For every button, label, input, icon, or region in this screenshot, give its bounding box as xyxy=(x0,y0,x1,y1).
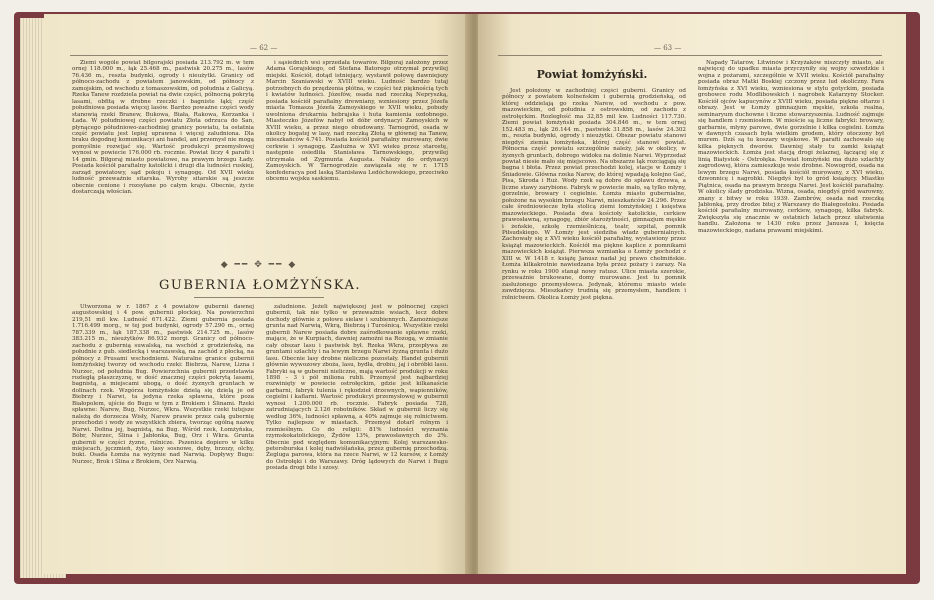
ornament-divider: ◆ ━━ ✥ ━━ ◆ xyxy=(220,260,298,270)
left-page xyxy=(44,14,470,574)
left-top-column-2 xyxy=(266,60,448,258)
left-bottom-column-2-text: zaludnione. Jeżeli największej jest w północnej części gubernii, tak nie tylko w przeważnie wsiach, lecz dobre dochody głównie z połowu sielaw i szubiennych. Zamożniejsze grunta nad Narwią, Wkrą, Biebrzą i Turośnicą. Wszystkie rzeki gubernii Narew posiada dobre zaśrodkowanie spławne rzeki, mające, że w Kurpiach, dawniej zamożni na Rozogą, w zmianie cały obszar lasu i pastwisk był. Rzeka Wkra, przepływa ze gruntami szlachty i na lewym brzegu Narwi żyzną grunta i dużo lasu. Obecnie lasy drobne nieliczne pozostały. Handel gubernii głównie wywozowy zboża, lasu, bydła, drobiu, jaj i obróbki lasu. Fabryki są w gubernii nieliczne, mają wartość produkcji w roku 1898 – 3 i pół miliona rubli. Przemysł jest najbardziej rozwinięty w powiecie ostrołęckim, gdzie jest kilkanaście garbarni, fabryk tulenia i rękodzieł drzewnych, wapienników, cegielni i kaflarni. Wartość produkcyi przemysłowej w gubernii wynosi 1.200.000 rb. rocznie. Fabryk posiada 728, zatrudniających 2.126 robotników. Skład w gubernii liczy się według 36%, ludności spławną, a 40% zajmuje się rolnictwem. Tylko najlepsze w miastach. Przemysł dotarł rolnym i rzemieślnym. Co do religii: 81% ludności wyznania rzymskokatolickiego, Żydów 13%, prawosławnych do 2%. Obecnie pod względem komunikacyjnym: Kolej warszawsko-petersburska i kolej nadwiślańska, przez gubernię przechodzą. Żegluga parowa, która na rzece Narwi, w 12 kursów, z Łomży do Ostrołęki i do Warszawy. Dróg lądowych do Narwi i Bugu posiada drogi bite i szosy. xyxy=(266,304,448,472)
left-top-column-1 xyxy=(72,60,254,258)
right-column-1 xyxy=(502,88,686,570)
title-underline xyxy=(194,297,324,298)
left-top-column-2-text: i sąsiednich wsi sprzedała towarów. Biłgoraj założony przez Adama Gorajskiego, od Stefana Batorego otrzymał przywilej miejski. Kościół, dotąd istniejący, wystawił połowę dawniejszy Marcin Szaniawski w XVIII wieku. Ludność bardzo tutaj potrzebnych do przędzenia płótna, w części też pięknością tych i kwiatów ludności. Józefów, osada nad rzeczką Nepryszką, posiada kościół parafialny drewniany, wzniesiony przez Józefa miasta Tomasza Józefa Zamoyskiego w XVII wieku, pobudy uwolniona drukarnia hebrajska i huta kamienia ozdobnego. Miasteczko Józefów nabył od dóbr ordynacyi Zamoyskich w XVIII wieku, a przez niego obudowany. Tarnogród, osada w okolicy bogatej w lasy, nad rzeczką Złotą w głównej na Tanew, mieszkańców 4.741. Posiada kościół parafialny murowany, dwie cerkwie i synagogę. Zasłużna w XVI wieku przez starostę, następnie osiedliła Stanisława Tarnowskiego, przywilej otrzymała od Zygmunta Augusta. Należy do ordynacyi Zamoyskich. W Tarnogrodzie zawiązała się w r. 1715 konfederacya pod laską Stanisława Ledóchowskiego, przeciwko obcemu wojsku saskiemu. xyxy=(266,60,448,183)
right-page-number: — 63 — xyxy=(654,44,682,52)
left-bottom-column-1 xyxy=(72,304,254,566)
left-bottom-column-2 xyxy=(266,304,448,566)
right-page xyxy=(478,14,906,574)
left-bottom-column-1-text: Utworzona w r. 1867 z 4 powiatów gubernii dawnej augustowskiej i 4 pow. gubernii płockiej. Na powierzchni 219,51 mil kw. Ludność 671.422. Ziemi gubernia posiada 1.716.499 morg., w tej pod budynki, ogrody 57.290 m., ornej 787.339 m., łąk 187.338 m., pastwisk 214.725 m., lasów 383.215 m., nieużytków 86.932 morgi. Granicy od północo-zachodu z gubernią suwalską, na wschód z grodzieńską, na południe z gub. siedlecką i warszawską, na zachód z płocką, na północy z Prusami wschodniemi. Naturalne granice gubernii łomżyńskiej tworzy od wschodu rzeki: Biebrza, Narew, Lizna i Nurzec, od południa Bug. Powierzchnia gubernii przedstawia rozległą płaszczyznę, w dość znacznej części pokrytą lasami, bagnistą, a miejscami ubogą, o dość żyznych gruntach w dolinach rzek. Wzgórza łomżyńskie dzielą się dzielą je od Biebrzy i Narwi, ta jedyna rzeka spławna, które poza Białopolem, ujście do Bugu w tym z Brokiem i Ślinami. Rzeki spławne: Narew, Bug, Nurzec, Wkra. Wszystkie rzeki tutejsze należą do dorzecza Wisły, Narew prawie przez całą gubernię przechodzi i wody ze wszystkich zbiera, tworząc ogólną nazwę Narwi. Dolina jej, bagnistą, na Bug. Wśród rzek, Łomżyńska, Bóbr, Nurzec, Ślina i Jabłonka, Bug, Orz i Wkra. Grunta gubernii w części żyzne, rolnicze. Pszenica dopiero w kilku miejscach, jęczmień, żyto, lasy sosnowe, dęby, brzozy, olchy, buki. Osada Łomża na wyżynie nad Narwią. Dopływy Bugu: Nurzec, Brok i Ślina z Brokiem, Orz Narwią. xyxy=(72,304,254,465)
right-header-rule xyxy=(498,55,882,56)
left-page-number: — 62 — xyxy=(250,44,278,52)
left-header-rule xyxy=(70,55,448,56)
right-column-2-text: Napady Tatarów, Litwinów i Krzyżaków niszczyły miasto, ale najwięcej do upadku miasta przyczyniły się wojny szwedzkie i wojna z pożarami, szczególnie w XVII wieku. Kościół parafialny posiada obraz Matki Boskiej czczony przez lud okoliczny. Fara łomżyńska z XVI wieku, wzniesiona w stylu gotyckim, posiada grobowce rodu Modlibowskich i nagrobek Katarzyny Stocker. Kościół ojców kapucynów z XVIII wieku, posiada piękne ołtarze i obrazy. Jest w Łomży gimnazjum męskie, szkoła realna, seminaryum duchowne i liczne stowarzyszenia. Ludność zajmuje się handlem i rzemiosłem. W mieście są liczne fabryki: browary, garbarnie, młyny parowe, dwie gorzelnie i kilka cegielni. Łomża w dawnych czasach była wielkim grodem, który otoczony był murem. Dziś są tu koszary wojskowe. W parafii zachowało się kilka pięknych dworów. Dawniej stały tu zamki książąt mazowieckich. Łomża jest stacją drogi żelaznej, łączącej się z linią Białystok - Ostrołęka. Powiat łomżyński ma dużo szlachty zagrodowej, która zamieszkuje wsie drobne. Nowogród, osada na lewym brzegu Narwi, posiada kościół murowany, z XVI wieku, dzwonnicę i nagrobki. Niegdyś był to gród książęcy. Miastko Piątnica, osada na prawym brzegu Narwi. Jest kościół parafialny. W okolicy ślady grodziska. Wizna, osada, niegdyś gród warowny, znany z bitwy w roku 1939. Zambrów, osada nad rzeczką Jabłonką, przy drodze bitej z Warszawy do Białegostoku. Posiada kościół parafialny murowany, cerkiew, synagogę, kilka fabryk. Zwiększyła się znacznie w ostatnich latach przez ułatwienia handlu. Założona w 1430 roku przez Janusza I, księcia mazowieckiego, nadana prawami miejskimi. xyxy=(698,60,884,234)
left-top-column-1-text: Ziemi wogóle powiat bilgorajski posiada 213.792 m. w tem ornej 118.000 m., łąk 25.468 m., pastwisk 20.275 m., lasów 76.436 m., reszta budynki, ogrody i nieużytki. Granicy od północo-zachodu z powiatem janowskim, od północy z zamojskim, od wschodu z tomaszowskim, od południa z Galicyą. Rzeka Tanew rozdziela powiat na dwie części, północną pokrytą lasami, obfitą w drobne rzeczki i bagniste łąki; część południowa posiada więcej lasów. Bardzo poważne części wody stanowią rzeki Branew, Bukowa, Biała, Rakowa, Korzanka i Łada. W południowej części powiatu Złota odrzuca do San, płynącego półudniowo-zachodniej granicy powiatu, ta ostatnia część powiatu jest lepiej uprawna i więcej zaludniona. Dla braku dogodnej komunikacyi ani handel, ani przemysł nie mogą pomyślnie rozwijać się. Wartość produkcyi przemysłowej wynosi w powiecie 176.000 rb. rocznie. Powiat liczy 4 parafii i 14 gmin. Biłgoraj miasto powiatowe, na prawym brzegu Łady. Posiada kościół parafialny katolicki i drugi dla ludności ruskiej, zarząd powiatowy, sąd pokoju i synagogę. Od XVII wieku ludność przeważnie sitarska. Wyroby sitarskie są jeszcze obecnie cenione i rozsyłane po całym kraju. Obecnie, życie dostarczają włościan. xyxy=(72,60,254,196)
right-column-1-text: Jest położony w zachodniej części guberni. Granicy od północy z powiatem kolneńskim i gubernią grodzieńską, od której oddzielają go rzeka Narew, od wschodu z pow. mazowieckim, od południa z ostrowskim, od zachodu z ostrołęckim. Rozległość ma 32,85 mil kw. Ludności 117.730. Ziemi powiat łomżyński posiada 304.846 m., w tem ornej 152.483 m., łąk 26.144 m., pastwisk 31.858 m., lasów 24.302 m., reszta budynki, ogrody i nieużytki. Obszar powiatu stanowi niegdyś ziemia łomżyńska, której część stanowi powiat. Północna część powiatu szczególnie należy, jak w okolicy, w żyznych gruntach, dobrego widoku na dolinie Narwi. Wyprzedaż powiat niesie mało się miejscowo. Na obszarze łąk rozciągają się bagna i błota. Przez powiat przechodzi kolej, stacje w Łomży i Śniadowie. Główna rzeka Narew, do której wpadają kolejno Gać, Pisa, Skroda i Ruż. Wody rzek są dobre do spławu drzewa, a liczne stawy zarybione. Fabryk w powiecie mało, są tylko młyny, gorzelnie, browary i cegielnie. Łomża miasto gubernialne, położone na wysokim brzegu Narwi, mieszkańców 24.296. Przez całe średniowiecze była stolicą ziemi łomżyńskiej i księstwa mazowieckiego. Posiada dwa kościoły katolickie, cerkiew prawosławną, synagogę, zbiór starożytności, gimnazjum męskie i żeńskie, szkołę rzemieślniczą, teatr, szpital, pomnik Piłsudskiego. W Łomży jest siedziba władz gubernialnych. Zachowały się z XVI wieku kościół parafialny, wystawiony przez książąt mazowieckich. Kościół ma piękne kaplice z pomnikami mazowieckich książąt. Pierwsza wzmianka o Łomży pochodzi z XIII w. W 1418 r. książę Janusz nadał jej prawo chełmińskie. Łomża kilkakrotnie nawiedzana była przez pożary i zarazy. Na rynku w roku 1900 stanął nowy ratusz. Ulice miasta szerokie, przeważnie brukowane, domy murowane. Jest tu pomnik zasłużonego przemysłowca. Jedynak, któremu miasto wiele zawdzięcza. Mieszkańcy trudnią się przemysłem, handlem i rolnictwem. Okolica Łomży jest piękna. xyxy=(502,88,686,301)
right-column-2 xyxy=(698,60,884,570)
section-title-gubernia: GUBERNIA ŁOMŻYŃSKA. xyxy=(159,278,361,293)
section-title-powiat: Powiat łomżyński. xyxy=(536,68,648,81)
